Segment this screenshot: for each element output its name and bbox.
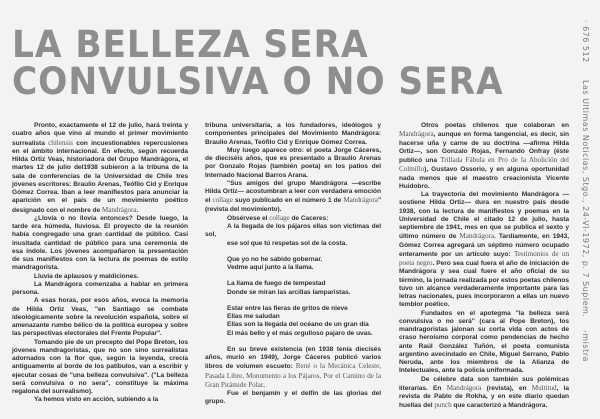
poem-line: A la llegada de los pájaros ellas son víctimas del sol, bbox=[205, 223, 381, 239]
poem-line: Ellas me saludan bbox=[227, 313, 280, 320]
paragraph: La Mandrágora comenzaba a hablar en primera persona. bbox=[12, 280, 188, 296]
source-citation: Las Ultimas Noticias, Stgo., 24-VI-1972, p. 7 Suplem. bbox=[581, 79, 590, 318]
paragraph: Muy luego aparece otro: el poeta Jorge Cáceres, de dieciséis años, que es presentado a Braulio Arenas por Gonzalo Rojas (también poeta) en los patios del Internado Nacional Barros Arana. bbox=[205, 146, 381, 179]
article-column-3 bbox=[399, 122, 569, 411]
poem-line: Donde se miran las arcillas lamparistas. bbox=[227, 288, 351, 296]
headline bbox=[12, 23, 504, 103]
archive-reference: · 676 512 bbox=[581, 20, 590, 63]
poem-line: Que yo no he sabido gobernar. bbox=[227, 255, 323, 263]
paragraph: En su breve existencia (en 1938 tenía diecisés años, murió en 1949), Jorge Cáceres publicó varios libros de volumen escueto: René o la Mecánica Celeste, Pasada Libre, Monumento a los Pájaros, Por el Camino de la Gran Pirámide Polar. bbox=[205, 345, 381, 389]
headline-line-2: CONVULSIVA O NO SERA bbox=[12, 60, 504, 103]
paragraph: Pronto, exactamente el 12 de julio, hará treinta y cuatro años que vino al mundo el primer movimiento surrealista chilensis con incuestionables repercusiones en el ámbito internacional. En efecto, según recuerda Hilda Ortiz Veas, historiadora del Grupo Mandrágora, el martes 12 de julio del1938 subieron a la tribuna de la sala de conferencias de la Universidad de Chile tres jóvenes escritores: Braulio Arenas, Teófilo Cid y Enrique Gómez Correa. Iban a leer manifiestos para anunciar la aparición en el país de un movimiento poético designado con el nombre de Mandrágora. bbox=[12, 122, 188, 214]
poem-line: Vedme aquí junto a la llama. bbox=[227, 264, 314, 271]
paragraph: Fundados en el apotegma "la belleza será convulsiva o no será" (cara al Pope Breton), los mandragoristas jalonan su corta vida con actos de craso heroísmo corporal como pendencias de hecho ante Raúl González Tuñón, el poeta comunista argentino avecindado en Chile, Miguel Serrano, Pablo Neruda, ante los miembros de la Alianza de Intelectuales, ante la policía uniformada. bbox=[399, 309, 569, 375]
poem-line: Ellas son la llegada del océano de un gran día bbox=[227, 321, 369, 329]
poem-line: Estar entre las fieras de gritos de nieve bbox=[227, 304, 348, 312]
paragraph: A esas horas, por esos años, evoca la memoria de Hilda Ortiz Veas, "en Santiago se combate ideológicamente sobre la revolución española, sobre el amenazante rumbo bélico de la política europea y sobre las perspectivas electorales del Frente Popular". bbox=[12, 297, 188, 338]
handwritten-annotation bbox=[574, 20, 590, 400]
paragraph: ¿Llovía o no llovía entonces? Desde luego, la tarde era húmeda, lluviosa. El proyecto de la reunión había congregado una gran cantidad de público. Casi inusitada cantidad de público para una ceremonia de esa índole. Los jóvenes acompañaron la presentación de sus manifiestos con la lectura de poemas de estilo mandragorista. bbox=[12, 214, 188, 272]
paragraph: tribuna universitaria, a los fundadores, ideólogos y componentes principales del Movimiento Mandrágora: Braulio Arenas, Teófilo Cid y Enrique Gómez Correa. bbox=[205, 122, 381, 146]
paragraph: La trayectoria del movimiento Mandrágora —sostiene Hilda Ortiz— dura en nuestro país desde 1938, con la lectura de manifiestos y poemas en la Universidad de Chile el citado 12 de julio, hasta septiembre de 1941, mes en que se publica el sexto y último número de Mandrágora. Tardiamente, en 1943, Gómez Correa agregará un séptimo número ocupado enteramente por un artículo suyo: Testimonios de un poeta negro. Pero sea cual fuera el año de iniciación de Mandrágora y sea cual fuere el año oficial de su término, la jornada realizada por estos poetas chilenos tuvo un alcance verdaderamente importante para las letras nacionales, pues incorporaron a ellas un nuevo temblor poético. bbox=[399, 191, 569, 309]
paragraph: Tomando pie de un precepto del Pope Breton, los jóvenes mandragoristas, que no son sino surrealistas adornados con la flor que, según la leyenda, crecía antiguamente al borde de los patíbulos, van a escribir y ejecutar cosas de "una belleza convulsiva". ("La belleza será convulsiva o no sera", constituye la máxima regalona del surrealismo). bbox=[12, 338, 188, 395]
paragraph: Ya hemos visto en acción, subiendo a la bbox=[34, 396, 159, 404]
poem-line: La llama de fuego de tempestad bbox=[227, 280, 326, 288]
headline-line-1: LA BELLEZA SERA bbox=[12, 23, 369, 66]
paragraph: De célebre data son también sus polémicas literarias. En Mandrágora (revista), en Multitud, la revista de Pablo de Rokha, y en este diario quedan huellas del punch que caracterizó a Mandrágora. bbox=[399, 375, 569, 410]
poem-line: ese sol que tú respetas sol de la costa. bbox=[227, 239, 348, 247]
paragraph: "Sus amigos del grupo Mandrágora —escribe Hilda Ortiz— acostumbran a leer con verdadera emoción el collage suyo publicado en el número 1 de Mandrágora" (revista del movimiento). bbox=[205, 179, 382, 213]
article-column-1 bbox=[12, 122, 188, 405]
article-column-2 bbox=[205, 122, 381, 407]
paragraph: Otros poetas chilenos que colaboran en Mandrágora, aunque en forma tangencial, es decir, sin hacerse uña y carne de su doctrina —afirma Hilda Ortiz—, son Gonzalo Rojas, Fernando Onfray (éste publicó una Trillada Fábula en Pro de la Abolición del Colmillo), Gustavo Ossorio, y en alguna oportunidad nada menos que el maestro creacionista Vicente Huidobro. bbox=[399, 122, 569, 190]
paragraph: Fue el benjamín y el delfín de las glorias del grupo. bbox=[205, 390, 381, 406]
paragraph: Lluvia de aplausos y maldiciones. bbox=[34, 272, 139, 280]
paragraph: Obsérvese el collage de Caceres: bbox=[227, 213, 329, 222]
poem-line: El más bello y el más orgulloso pajaro de uvas. bbox=[227, 329, 373, 337]
margin-mark: -mistra bbox=[581, 330, 590, 363]
